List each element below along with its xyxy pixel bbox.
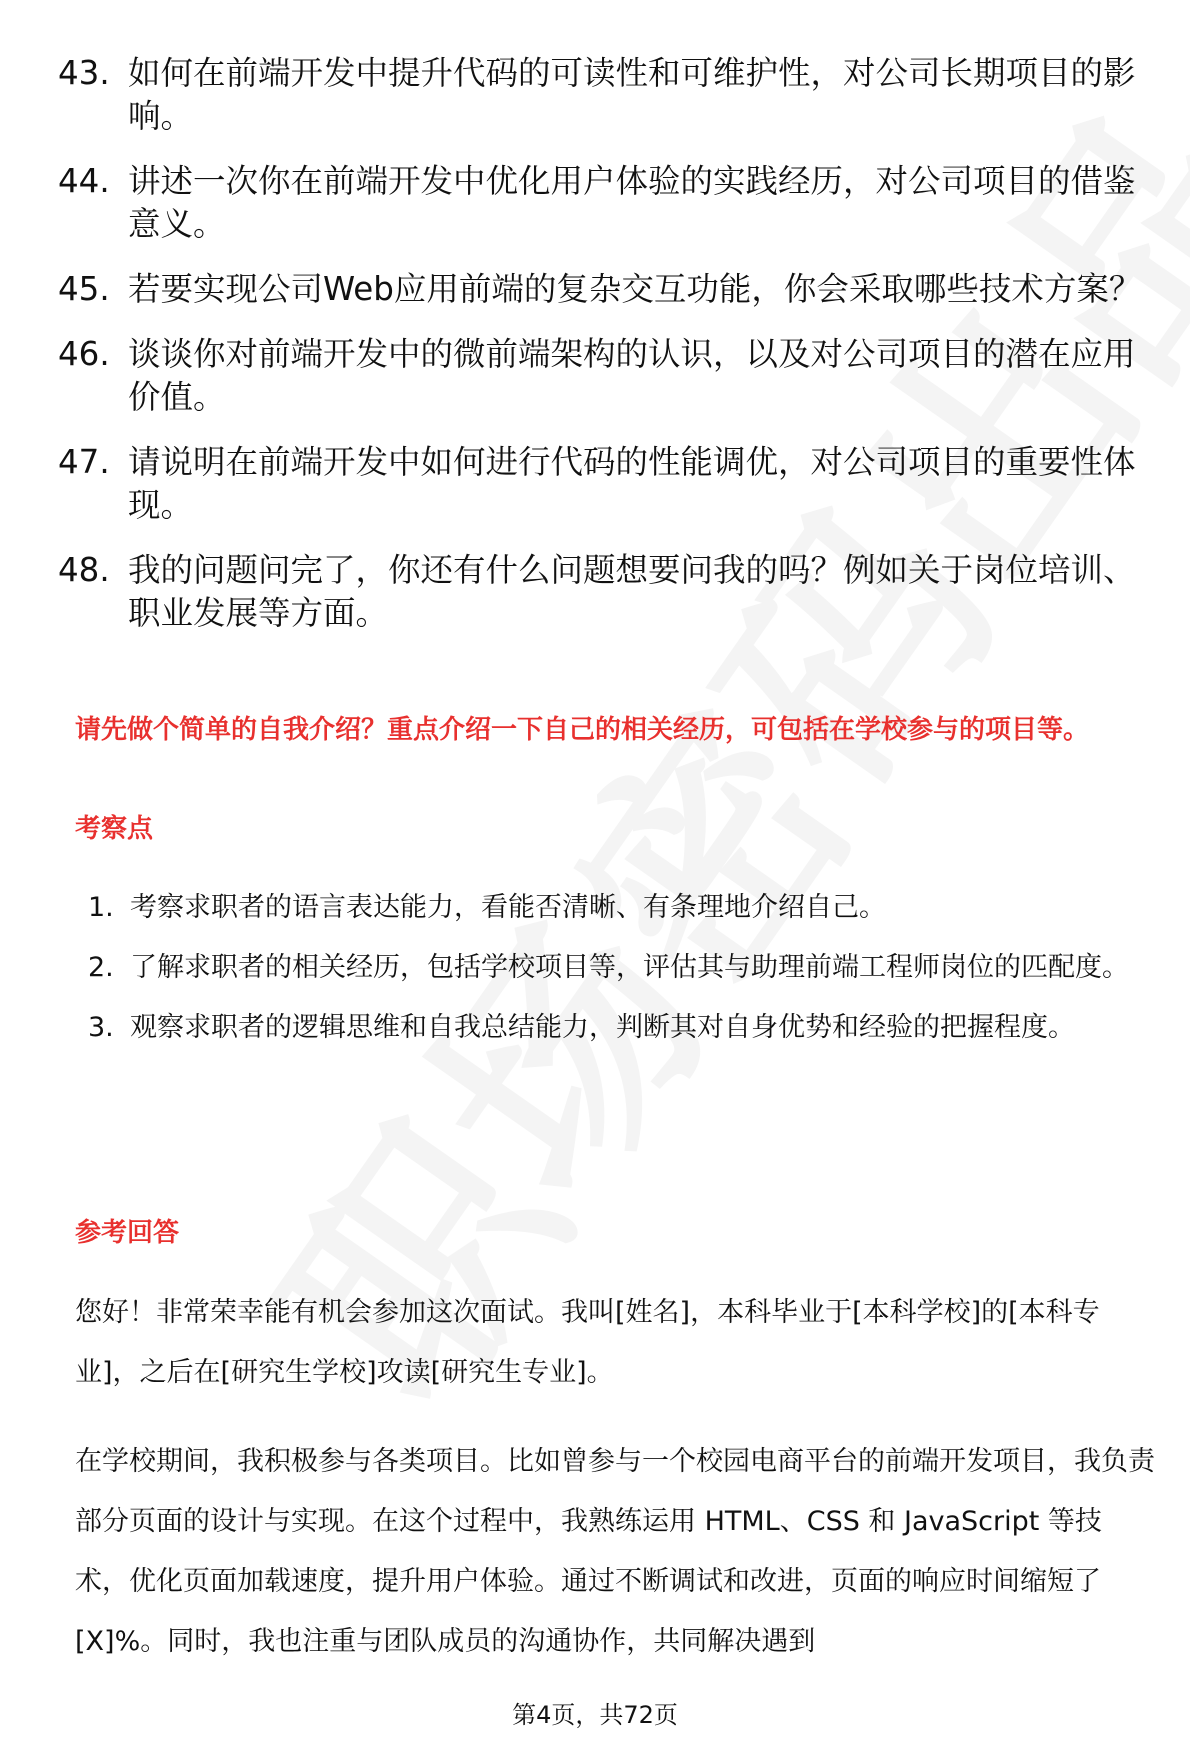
question-text: 若要实现公司Web应用前端的复杂交互功能，你会采取哪些技术方案？ xyxy=(128,270,1142,308)
exam-point-number: 2. xyxy=(88,952,114,983)
exam-point-text: 考察求职者的语言表达能力，看能否清晰、有条理地介绍自己。 xyxy=(130,892,886,923)
exam-point-number: 1. xyxy=(88,892,114,923)
exam-points xyxy=(88,878,1168,1058)
question-text: 如何在前端开发中提升代码的可读性和可维护性，对公司长期项目的影响。 xyxy=(128,54,1136,135)
question-item xyxy=(58,52,1158,138)
question-text: 我的问题问完了，你还有什么问题想要问我的吗？例如关于岗位培训、职业发展等方面。 xyxy=(128,551,1136,632)
exam-point-text: 了解求职者的相关经历，包括学校项目等，评估其与助理前端工程师岗位的匹配度。 xyxy=(130,952,1129,983)
question-item xyxy=(58,268,1158,311)
exam-point-text: 观察求职者的逻辑思维和自我总结能力，判断其对自身优势和经验的把握程度。 xyxy=(130,1012,1075,1043)
question-text: 谈谈你对前端开发中的微前端架构的认识，以及对公司项目的潜在应用价值。 xyxy=(128,335,1136,416)
exam-point-number: 3. xyxy=(88,1012,114,1043)
question-text: 讲述一次你在前端开发中优化用户体验的实践经历，对公司项目的借鉴意义。 xyxy=(128,162,1136,243)
exam-point xyxy=(88,878,1168,938)
question-number: 48. xyxy=(58,551,110,589)
question-number: 45. xyxy=(58,270,110,308)
question-item xyxy=(58,441,1158,527)
answer-paragraph: 在学校期间，我积极参与各类项目。比如曾参与一个校园电商平台的前端开发项目，我负责部分页面的设计与实现。在这个过程中，我熟练运用 HTML、CSS 和 JavaScript 等技术，优化页面加载速度，提升用户体验。通过不断调试和改进，页面的响应时间缩短了[X]%。同时，我也注重与团队成员的沟通协作，共同解决遇到 xyxy=(75,1446,1155,1657)
exam-heading: 考察点 xyxy=(75,814,154,844)
question-number: 46. xyxy=(58,335,110,373)
page-footer: 第4页，共72页 xyxy=(512,1701,678,1729)
question-number: 44. xyxy=(58,162,110,200)
question-item xyxy=(58,333,1158,419)
answer-paragraph: 您好！非常荣幸能有机会参加这次面试。我叫[姓名]，本科毕业于[本科学校]的[本科专业]，之后在[研究生学校]攻读[研究生专业]。 xyxy=(75,1297,1100,1388)
question-number: 47. xyxy=(58,443,110,481)
question-item xyxy=(58,160,1158,246)
exam-point xyxy=(88,938,1168,998)
section-question: 请先做个简单的自我介绍？重点介绍一下自己的相关经历，可包括在学校参与的项目等。 xyxy=(75,715,1090,745)
question-number: 43. xyxy=(58,54,110,92)
exam-point xyxy=(88,998,1168,1058)
question-item xyxy=(58,549,1158,635)
answer-heading: 参考回答 xyxy=(75,1218,180,1248)
question-list xyxy=(58,52,1158,657)
question-text: 请说明在前端开发中如何进行代码的性能调优，对公司项目的重要性体现。 xyxy=(128,443,1136,524)
